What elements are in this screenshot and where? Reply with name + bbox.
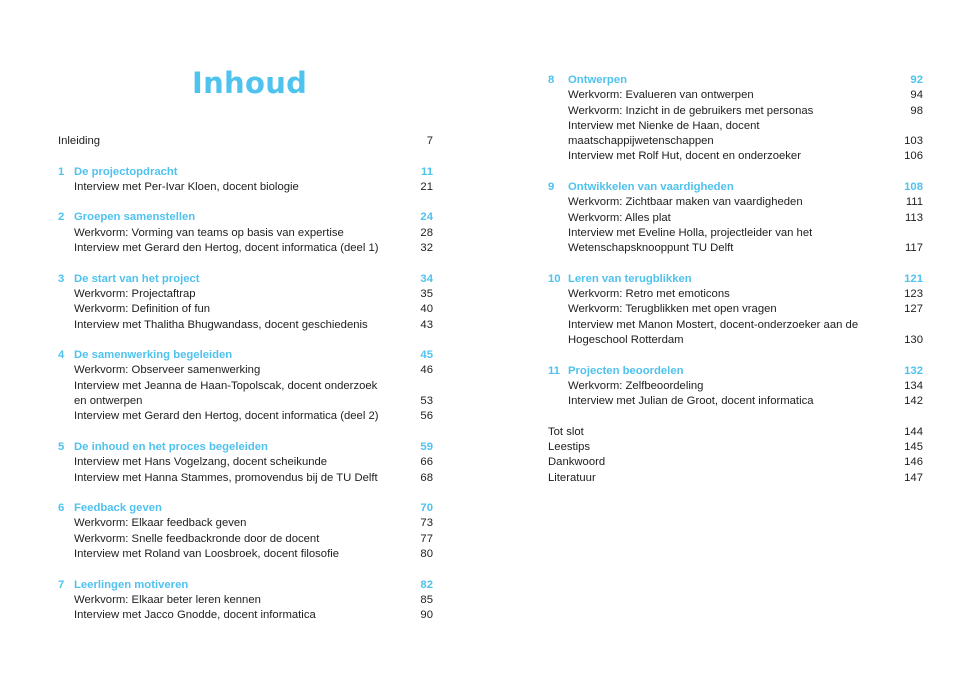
page-number: 127 bbox=[904, 303, 923, 316]
entry-title: Hogeschool Rotterdam bbox=[568, 334, 684, 347]
chapter-number: 9 bbox=[548, 181, 555, 194]
entry-title: Inleiding bbox=[58, 135, 101, 147]
entry-title: Interview met Hanna Stammes, promovendus bij de TU Delft bbox=[74, 471, 378, 484]
entry-title: Dankwoord bbox=[548, 456, 606, 469]
entry-title: Interview met Roland van Loosbroek, docent filosofie bbox=[74, 548, 339, 561]
entry-title: Interview met Rolf Hut, docent en onderzoeker bbox=[568, 150, 801, 163]
toc-intro-entry[interactable] bbox=[58, 134, 433, 149]
toc-chapter-section bbox=[58, 440, 433, 486]
entry-title: Werkvorm: Elkaar feedback geven bbox=[74, 517, 247, 530]
page-number: 24 bbox=[420, 211, 433, 224]
toc-sub-entry[interactable] bbox=[58, 532, 433, 547]
toc-chapter-entry[interactable] bbox=[58, 348, 433, 363]
toc-sub-entry[interactable] bbox=[548, 394, 923, 409]
page-number: 82 bbox=[420, 578, 433, 591]
toc-left-column bbox=[58, 134, 433, 639]
chapter-heading bbox=[58, 348, 397, 363]
page-number: 11 bbox=[421, 165, 433, 178]
entry-title: Werkvorm: Inzicht in de gebruikers met personas bbox=[568, 104, 814, 117]
toc-back-matter bbox=[548, 425, 923, 486]
toc-chapter-section bbox=[58, 272, 433, 333]
page-number: 108 bbox=[904, 181, 923, 194]
page-number: 77 bbox=[420, 532, 433, 545]
toc-back-entry[interactable] bbox=[548, 455, 923, 470]
page-number: 132 bbox=[904, 364, 923, 377]
entry-title: Interview met Manon Mostert, docent-onderzoeker aan de bbox=[568, 318, 859, 331]
entry-title: Leestips bbox=[548, 441, 591, 454]
toc-chapter-entry[interactable] bbox=[548, 73, 923, 88]
chapter-heading bbox=[548, 272, 887, 287]
chapter-number: 1 bbox=[58, 165, 65, 178]
toc-chapter-section bbox=[548, 272, 923, 348]
entry-title: Werkvorm: Snelle feedbackronde door de docent bbox=[74, 532, 320, 545]
chapter-title: Groepen samenstellen bbox=[74, 211, 196, 224]
toc-sub-entry[interactable] bbox=[548, 302, 923, 317]
page-number: 145 bbox=[904, 441, 923, 454]
toc-intro-section bbox=[58, 134, 433, 149]
chapter-title: Projecten beoordelen bbox=[568, 364, 684, 377]
page-number: 146 bbox=[904, 456, 923, 469]
toc-chapter-entry[interactable] bbox=[548, 364, 923, 379]
entry-title: Interview met Hans Vogelzang, docent scheikunde bbox=[74, 456, 328, 469]
chapter-number: 6 bbox=[58, 502, 65, 515]
page-number: 59 bbox=[420, 440, 433, 453]
page-number: 147 bbox=[904, 471, 923, 484]
toc-chapter-section bbox=[548, 73, 923, 165]
toc-sub-entry[interactable] bbox=[58, 363, 433, 378]
page-number: 28 bbox=[420, 226, 433, 239]
toc-sub-entry[interactable] bbox=[58, 287, 433, 302]
page-number: 142 bbox=[904, 395, 923, 408]
page-title: Inhoud bbox=[192, 66, 308, 100]
entry-title: Werkvorm: Elkaar beter leren kennen bbox=[74, 593, 261, 606]
page-number: 123 bbox=[904, 288, 923, 301]
chapter-title: De start van het project bbox=[74, 272, 200, 285]
page-number: 111 bbox=[905, 196, 923, 209]
chapter-title: De inhoud en het proces begeleiden bbox=[74, 440, 268, 453]
entry-title: Werkvorm: Alles plat bbox=[568, 211, 671, 224]
chapter-heading bbox=[58, 440, 397, 455]
toc-sub-entry[interactable] bbox=[548, 88, 923, 103]
entry-title: Tot slot bbox=[548, 425, 584, 438]
entry-title: Interview met Gerard den Hertog, docent informatica (deel 2) bbox=[74, 410, 379, 423]
page-number: 70 bbox=[420, 502, 433, 515]
toc-chapter-entry[interactable] bbox=[548, 272, 923, 287]
chapter-title: De projectopdracht bbox=[74, 165, 178, 178]
entry-title: Interview met Julian de Groot, docent informatica bbox=[568, 395, 814, 408]
entry-title: Interview met Jeanna de Haan-Topolscak, docent onderzoek bbox=[74, 379, 378, 392]
entry-title: Werkvorm: Definition of fun bbox=[74, 303, 211, 316]
chapter-number: 4 bbox=[58, 349, 65, 362]
toc-sub-entry[interactable] bbox=[58, 180, 433, 195]
toc-chapter-section bbox=[58, 578, 433, 624]
page-number: 43 bbox=[420, 318, 433, 331]
page-number: 40 bbox=[420, 303, 433, 316]
page-number: 56 bbox=[420, 410, 433, 423]
chapter-number: 10 bbox=[548, 272, 561, 285]
page-number: 85 bbox=[420, 593, 433, 606]
chapter-title: Leren van terugblikken bbox=[568, 272, 692, 285]
toc-sub-entry[interactable] bbox=[58, 455, 433, 470]
entry-title: Literatuur bbox=[548, 471, 596, 484]
toc-sub-entry[interactable] bbox=[58, 409, 433, 424]
entry-title: Interview met Thalitha Bhugwandass, docent geschiedenis bbox=[74, 318, 368, 331]
entry-title: Werkvorm: Retro met emoticons bbox=[568, 288, 730, 301]
toc-sub-entry[interactable] bbox=[58, 593, 433, 608]
entry-title: Werkvorm: Vorming van teams op basis van expertise bbox=[74, 226, 344, 239]
toc-chapter-entry[interactable] bbox=[58, 210, 433, 225]
page-number: 94 bbox=[910, 89, 923, 102]
page-number: 68 bbox=[420, 471, 433, 484]
toc-sub-entry[interactable] bbox=[548, 379, 923, 394]
toc-chapter-entry[interactable] bbox=[58, 501, 433, 516]
toc-sub-entry[interactable] bbox=[58, 547, 433, 562]
chapter-number: 8 bbox=[548, 74, 555, 86]
page-number: 66 bbox=[420, 456, 433, 469]
entry-title: en ontwerpen bbox=[74, 395, 143, 408]
toc-sub-entry[interactable] bbox=[548, 226, 923, 241]
chapter-number: 11 bbox=[548, 364, 560, 377]
toc-back-entry[interactable] bbox=[548, 471, 923, 486]
page-number: 144 bbox=[904, 425, 923, 438]
chapter-title: Leerlingen motiveren bbox=[74, 578, 189, 591]
chapter-title: Ontwikkelen van vaardigheden bbox=[568, 181, 734, 194]
chapter-number: 5 bbox=[58, 440, 65, 453]
toc-sub-entry[interactable] bbox=[548, 211, 923, 226]
page-number: 7 bbox=[426, 135, 433, 147]
page-number: 53 bbox=[420, 395, 433, 408]
entry-title: Interview met Gerard den Hertog, docent informatica (deel 1) bbox=[74, 242, 379, 255]
chapter-title: De samenwerking begeleiden bbox=[74, 349, 233, 362]
page-number: 92 bbox=[910, 74, 923, 86]
toc-chapter-section bbox=[58, 348, 433, 424]
entry-title: Werkvorm: Zelfbeoordeling bbox=[568, 379, 704, 392]
entry-title: Werkvorm: Evalueren van ontwerpen bbox=[568, 89, 754, 102]
toc-chapter-section bbox=[58, 501, 433, 562]
toc-sub-entry[interactable] bbox=[548, 241, 923, 256]
toc-sub-entry[interactable] bbox=[548, 318, 923, 333]
entry-title: Interview met Eveline Holla, projectleider van het bbox=[568, 226, 813, 239]
toc-sub-entry[interactable] bbox=[548, 104, 923, 119]
chapter-heading bbox=[548, 73, 887, 88]
chapter-heading bbox=[548, 180, 887, 195]
toc-chapter-section bbox=[548, 364, 923, 410]
toc-sub-entry[interactable] bbox=[548, 333, 923, 348]
page-number: 35 bbox=[420, 287, 433, 300]
chapter-title: Ontwerpen bbox=[568, 74, 627, 86]
chapter-heading bbox=[58, 165, 397, 180]
page-number: 106 bbox=[904, 150, 923, 163]
chapter-number: 2 bbox=[58, 211, 65, 224]
entry-title: Werkvorm: Terugblikken met open vragen bbox=[568, 303, 777, 316]
page-number: 90 bbox=[420, 609, 433, 622]
toc-sub-entry[interactable] bbox=[58, 471, 433, 486]
toc-right-column bbox=[548, 73, 923, 501]
page-number: 121 bbox=[904, 272, 923, 285]
page-number: 130 bbox=[904, 334, 923, 347]
page-number: 98 bbox=[910, 104, 923, 117]
chapter-number: 7 bbox=[58, 578, 65, 591]
entry-title: maatschappijwetenschappen bbox=[568, 135, 714, 148]
toc-chapter-section bbox=[58, 165, 433, 196]
chapter-heading bbox=[548, 364, 887, 379]
toc-sub-entry[interactable] bbox=[58, 241, 433, 256]
toc-chapter-section bbox=[548, 180, 923, 256]
toc-sub-entry[interactable] bbox=[548, 149, 923, 164]
page-number: 45 bbox=[420, 349, 433, 362]
toc-sub-entry[interactable] bbox=[548, 119, 923, 134]
entry-title: Interview met Jacco Gnodde, docent informatica bbox=[74, 609, 316, 622]
page-number: 113 bbox=[904, 211, 923, 224]
entry-title: Interview met Per-Ivar Kloen, docent biologie bbox=[74, 180, 299, 193]
page-number: 34 bbox=[420, 272, 433, 285]
toc-chapter-entry[interactable] bbox=[58, 165, 433, 180]
page-number: 80 bbox=[420, 548, 433, 561]
toc-back-entry[interactable] bbox=[548, 440, 923, 455]
chapter-number: 3 bbox=[58, 272, 65, 285]
toc-sub-entry[interactable] bbox=[548, 287, 923, 302]
chapter-heading bbox=[58, 501, 397, 516]
page-number: 46 bbox=[420, 364, 433, 377]
toc-sub-entry[interactable] bbox=[58, 516, 433, 531]
toc-chapter-entry[interactable] bbox=[58, 272, 433, 287]
entry-title: Werkvorm: Observeer samenwerking bbox=[74, 364, 261, 377]
page-number: 73 bbox=[420, 517, 433, 530]
page-number: 134 bbox=[904, 379, 923, 392]
toc-chapter-entry[interactable] bbox=[58, 578, 433, 593]
toc-sub-entry[interactable] bbox=[58, 379, 433, 394]
chapter-heading bbox=[58, 210, 397, 225]
chapter-title: Feedback geven bbox=[74, 502, 162, 515]
toc-back-entry[interactable] bbox=[548, 425, 923, 440]
page-number: 103 bbox=[904, 135, 923, 148]
toc-chapter-entry[interactable] bbox=[548, 180, 923, 195]
toc-sub-entry[interactable] bbox=[58, 318, 433, 333]
toc-sub-entry[interactable] bbox=[548, 195, 923, 210]
page-number: 117 bbox=[904, 242, 923, 255]
entry-title: Interview met Nienke de Haan, docent bbox=[568, 119, 760, 132]
toc-sub-entry[interactable] bbox=[548, 134, 923, 149]
page-number: 32 bbox=[420, 242, 433, 255]
toc-chapter-section bbox=[58, 210, 433, 256]
toc-sub-entry[interactable] bbox=[58, 394, 433, 409]
chapter-heading bbox=[58, 578, 397, 593]
entry-title: Werkvorm: Projectaftrap bbox=[74, 287, 196, 300]
entry-title: Werkvorm: Zichtbaar maken van vaardigheden bbox=[568, 196, 803, 209]
toc-chapter-entry[interactable] bbox=[58, 440, 433, 455]
page-number: 21 bbox=[420, 180, 433, 193]
toc-sub-entry[interactable] bbox=[58, 226, 433, 241]
chapter-heading bbox=[58, 272, 397, 287]
toc-sub-entry[interactable] bbox=[58, 302, 433, 317]
toc-sub-entry[interactable] bbox=[58, 608, 433, 623]
entry-title: Wetenschapsknooppunt TU Delft bbox=[568, 242, 734, 255]
